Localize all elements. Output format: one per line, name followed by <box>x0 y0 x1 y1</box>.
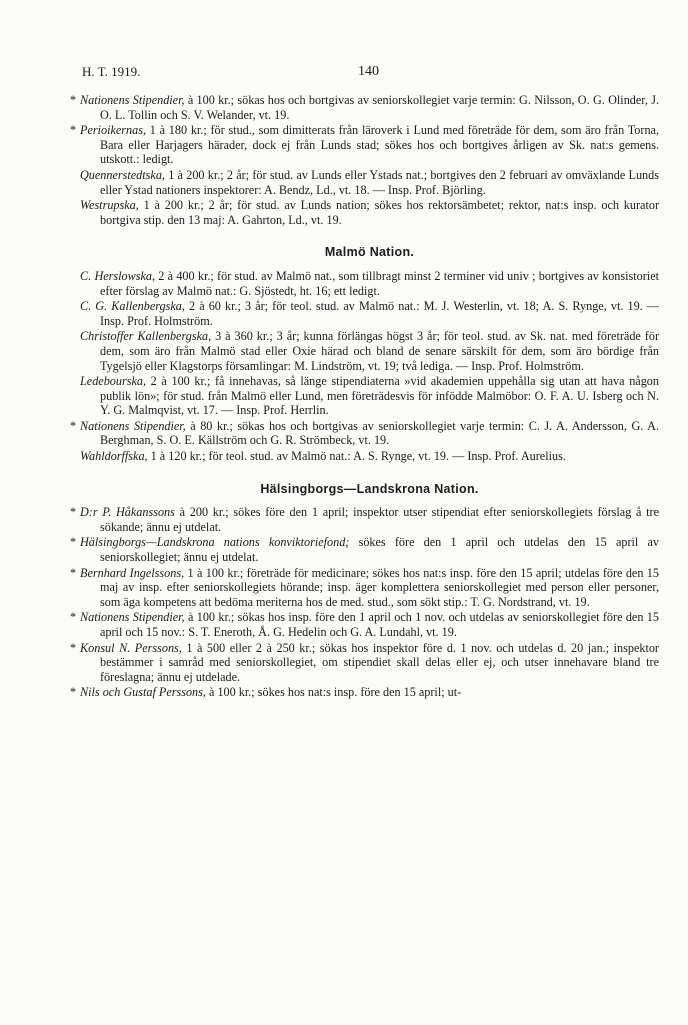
stipend-name: Bernhard Ingelssons, <box>80 565 185 580</box>
stipend-details: 1 à 500 eller 2 à 250 kr.; sökas hos inspektor före d. 1 nov. och utdelas d. 20 jan.; inspektor bestämmer i samråd med seniorskollegiet, om stipendiet skall delas eller ej, och utser innehavare bland tre föreslagna; ännu ej utdelade. <box>100 640 659 684</box>
stipend-details: à 100 kr.; sökes hos nat:s insp. före den 15 april; ut- <box>205 685 462 700</box>
stipend-entry <box>70 565 659 610</box>
stipend-name: Christoffer Kallenbergska, <box>80 329 212 344</box>
stipend-entry <box>80 198 659 227</box>
stipend-entry <box>80 269 659 298</box>
section-heading: Malmö Nation. <box>324 245 415 260</box>
stipend-details: 1 à 180 kr.; för stud., som dimitterats från läroverk i Lund med företräde för dem, som äro från Torna, Bara eller Harjagers härader, dock ej från Lunds stad; sökes hos och bortgives årligen av Sk. nat:s gemens. utskott.: ledigt. <box>100 123 659 167</box>
stipend-details: 1 à 120 kr.; för teol. stud. av Malmö nat.: A. S. Rynge, vt. 19. — Insp. Prof. Aurelius. <box>147 449 566 464</box>
header-journal-year: H. T. 1919. <box>82 64 141 79</box>
stipend-entry <box>80 449 659 464</box>
stipend-name: Konsul N. Perssons, <box>80 640 182 655</box>
page-number: 140 <box>358 64 379 79</box>
stipend-entry <box>80 168 659 197</box>
stipend-name: Nils och Gustaf Perssons, <box>80 685 206 700</box>
stipend-entry <box>70 685 659 700</box>
stipend-details: à 100 kr.; sökas hos och bortgivas av seniorskollegiet varje termin: G. Nilsson, O. G. Olinder, J. O. L. Tollin och S. V. Welander, vt. 19. <box>100 93 660 122</box>
asterisk-marker: * <box>70 123 77 138</box>
stipend-entry <box>70 505 659 534</box>
page-body <box>70 93 660 700</box>
stipend-entry <box>70 123 659 167</box>
stipend-name: Perioikernas, <box>80 123 147 138</box>
stipend-details: 1 à 100 kr.; företräde för medicinare; sökes hos nat:s insp. före den 15 april; utdelas före den 15 maj av insp. efter seniorskollegiets hörande; insp. äger komplettera seniorskollegiet med person eller personer, som äga kompetens att bedöma meriterna hos de med. stud., som sökt stip.: T. G. Nordstrand, vt. 19. <box>100 565 659 609</box>
stipend-name: Westrupska, <box>80 198 139 213</box>
section-heading: Hälsingborgs—Landskrona Nation. <box>260 481 479 496</box>
stipend-details: à 200 kr.; sökes före den 1 april; inspektor utser stipendiat efter seniorskollegiets förslag å tre sökande; ännu ej utdelat. <box>100 505 659 534</box>
asterisk-marker: * <box>70 565 77 580</box>
asterisk-marker: * <box>70 640 77 655</box>
stipend-name: Quennerstedtska, <box>80 167 165 182</box>
stipend-name: Nationens Stipendier, <box>80 418 186 433</box>
running-header <box>82 64 598 84</box>
stipend-entry <box>70 418 659 448</box>
stipend-details: 1 à 200 kr.; 2 år; för stud. av Lunds nation; sökes hos rektorsämbetet; rektor, nat:s insp. och kurator bortgiva stip. den 13 maj: A. Gahrton, Ld., vt. 19. <box>100 198 659 227</box>
stipend-details: 3 à 360 kr.; 3 år; kunna förlängas högst 3 år; för teol. stud. av Sk. nat. med företräde för dem, som äro från Malmö stad eller Oxie härad och bland de senare särskilt för dem, som äro bördige från Tygelsjö eller Klagstorps församlingar: M. Lindström, vt. 19; två lediga. — Insp. Prof. Holmström. <box>100 329 660 373</box>
stipend-entry <box>80 374 659 418</box>
stipend-name: Wahldorffska, <box>80 449 148 464</box>
stipend-name: D:r P. Håkanssons <box>80 505 175 520</box>
asterisk-marker: * <box>70 505 77 520</box>
stipend-name: Nationens Stipendier, <box>80 610 185 625</box>
stipend-name: C. Herslowska, <box>80 268 156 283</box>
stipend-name: Hälsingborgs—Landskrona nations konviktoriefond; <box>80 535 350 550</box>
stipend-name: Ledebourska, <box>80 374 147 389</box>
asterisk-marker: * <box>70 685 77 700</box>
stipend-details: à 80 kr.; sökas hos och bortgivas av seniorskollegiet varje termin: C. J. A. Andersson, G. A. Berghman, S. O. E. Källström och G. R. Strömbeck, vt. 19. <box>100 418 659 448</box>
stipend-details: 2 à 60 kr.; 3 år; för teol. stud. av Malmö nat.: M. J. Westerlin, vt. 18; A. S. Rynge, vt. 19. — Insp. Prof. Holmström. <box>100 299 659 328</box>
stipend-entry <box>80 299 659 328</box>
asterisk-marker: * <box>70 535 77 550</box>
asterisk-marker: * <box>70 93 77 107</box>
stipend-entry <box>70 610 659 639</box>
asterisk-marker: * <box>70 610 77 625</box>
stipend-name: Nationens Stipendier, <box>80 93 185 107</box>
stipend-entry <box>80 329 659 373</box>
stipend-details: 2 à 400 kr.; för stud. av Malmö nat., som tillbragt minst 2 terminer vid univ ; bortgives av konsistoriet efter förslag av Malmö nat.: G. Sjöstedt, ht. 16; ett ledigt. <box>100 268 659 298</box>
stipend-entry <box>70 93 660 122</box>
stipend-details: 1 à 200 kr.; 2 år; för stud. av Lunds eller Ystads nat.; bortgives den 2 februari av omväxlande Lunds eller Ystad nationers inspektorer: A. Bendz, Ld., vt. 18. — Insp. Prof. Björling. <box>100 167 659 197</box>
stipend-details: sökes före den 1 april och utdelas den 15 april av seniorskollegiet; ännu ej utdelat. <box>100 535 660 565</box>
asterisk-marker: * <box>70 418 77 433</box>
stipend-details: à 100 kr.; sökas hos insp. före den 1 april och 1 nov. och utdelas av seniorskollegiet före den 15 april och 15 nov.: S. T. Eneroth, Å. G. Hedelin och G. A. Lundahl, vt. 19. <box>100 610 659 639</box>
stipend-entry <box>70 640 659 685</box>
stipend-entry <box>70 535 660 565</box>
stipend-name: C. G. Kallenbergska, <box>80 299 185 314</box>
stipend-details: 2 à 100 kr.; få innehavas, så länge stipendiaterna »vid akademien uppehålla sig utan att hava någon publik lön»; för stud. från Malmö eller Lund, men företrädesvis för infödde Malmöbor: O. F. A. U. Isberg och N. Y. G. Malmqvist, vt. 17. — Insp. Prof. Herrlin. <box>100 374 659 418</box>
